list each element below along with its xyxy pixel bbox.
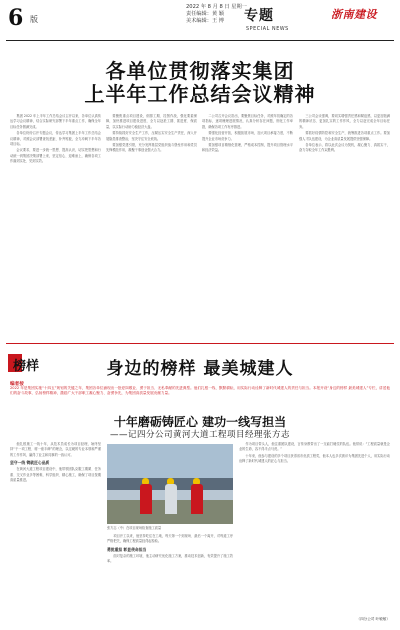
article-column-1	[10, 114, 101, 340]
paragraph: 各单位纷纷召开专题会议，传达学习集团上半年工作总结会议精神，对照会议部署查找差距、补齐短板，全力冲刺下半年各项目标。	[10, 131, 101, 147]
paragraph: 会议要求，要进一步统一思想、提高认识，切实把思想和行动统一到集团决策部署上来，坚定信心、迎难而上，确保各项工作落到实处、见到实效。	[10, 148, 101, 164]
profile-column-3	[239, 442, 390, 624]
paragraph: 要加强项目精细化管理，严格成本控制，提升项目管理水平和经济效益。	[202, 143, 293, 153]
paragraph: 他扎根施工一线十年，从技术员成长为项目经理，始终坚持“干一项工程、树一座丰碑”的理念，以过硬的专业本领和严谨的工作作风，赢得了业主和同事的一致认可。	[10, 442, 101, 457]
paragraph: 三公司会议强调，要切实增强责任感和紧迫感，以更加饱满的精神状态、更加扎实的工作作风，全力以赴完成全年目标任务。	[299, 114, 390, 129]
profile-column-2	[107, 534, 233, 624]
profile-subhead-1: 坚守一线 铸就匠心品质	[10, 460, 50, 466]
newspaper-logo: 浙南建设	[331, 8, 377, 21]
headline-line-2: 上半年工作总结会议精神	[84, 82, 316, 106]
feature-title: 身边的榜样 最美城建人	[106, 359, 294, 379]
profile-column-1	[10, 442, 101, 624]
article-column-3	[202, 114, 293, 340]
paragraph: 集团 2022 年上半年工作总结会议召开以来，各单位认真传达学习会议精神，结合实际研究部署下半年重点工作，确保全年目标任务圆满完成。	[10, 114, 101, 129]
paragraph: 要强化经营开拓，积极拓展市场，加大项目承接力度，不断提升企业市场竞争力。	[202, 131, 293, 141]
page-number: 6	[8, 5, 24, 31]
header-rule	[6, 40, 394, 41]
masthead	[0, 0, 400, 42]
paragraph: 要持续抓好安全生产工作，压紧压实安全生产责任，深入开展隐患排查整治，坚决守住安全底线。	[106, 131, 197, 141]
designer-credit: 美术编辑：王 博	[186, 18, 224, 24]
article-column-4	[299, 114, 390, 340]
editor-note-tag: 编者按	[10, 382, 24, 387]
paragraph: 面对复杂的施工环境，他主动研究优化施工方案，推动技术创新，有效提升了施工效率。	[107, 553, 233, 564]
headline-line-1: 各单位贯彻落实集团	[105, 59, 295, 83]
paragraph: 作为项目带头人，他注重团队建设，言传身教带出了一支能打硬仗的队伍。他常说：“工程质量就是企业的生命，容不得半点马虎。”	[239, 442, 390, 452]
profile-body	[10, 442, 390, 624]
article-column-2	[106, 114, 197, 340]
paragraph: 项目开工以来，他坚持吃住在工地，每天第一个到现场、最后一个离开，对每道工序严格把关，确保工程质量经得起检验。	[107, 534, 233, 544]
paragraph: 二公司召开会议指出，要聚焦目标任务，对照年初确定的各项指标，逐项梳理进展情况，认真分析存在问题，细化工作举措，确保各项工作有序推进。	[202, 114, 293, 129]
section-divider	[6, 343, 394, 344]
profile-headline: 十年磨砺铸匠心 建功一线写担当	[113, 415, 287, 429]
article-body	[10, 114, 390, 340]
page-unit: 版	[30, 15, 38, 24]
byline: （四分公司 叶敏敏）	[356, 617, 390, 621]
issue-date: 2022 年 8 月 8 日 星期一	[186, 4, 247, 10]
paragraph: 在黄河大道工程项目建设中，他带领团队克服工期紧、任务重、交叉作业多等困难，科学组织、精心施工，确保了项目按期高质量推进。	[10, 467, 101, 483]
section-name-en: SPECIAL NEWS	[246, 27, 289, 32]
paragraph: 各单位表示，将以此次会议为契机，凝心聚力、真抓实干，奋力夺取全年工作双胜利。	[299, 143, 390, 153]
paragraph: 要加强党建引领，充分发挥基层党组织战斗堡垒作用和党员先锋模范作用，凝聚干事创业强大合力。	[106, 143, 197, 153]
profile-subhead-2: 勇挑重担 彰显使命担当	[107, 546, 147, 552]
profile-subheadline: ——记四分公司黄河大道工程项目经理张方志	[109, 430, 290, 440]
project-site-photo	[107, 444, 233, 524]
editor-note	[10, 380, 390, 408]
photo-caption: 张方志（中）在项目现场检查施工质量	[107, 526, 162, 530]
paragraph: 要抓好疫情防控和安全生产，统筹推进各项重点工作。要加强人才队伍建设，为企业高质量发展提供坚强保障。	[299, 131, 390, 141]
logo-text: 榜样	[13, 359, 40, 374]
editor-note-text: 2022 年是集团实施“十四五”规划的关键之年，集团各单位涌现出一批爱岗敬业、勇于担当、无私奉献的先进典型。他们扎根一线、默默耕耘，用实际行动诠释了新时代城建人的责任与担当。本报开设“身边的榜样 最美城建人”专栏，讲述他们的奋斗故事，弘扬榜样精神，激励广大干部职工凝心聚力、奋勇争先，为集团高质量发展贡献力量。	[10, 386, 390, 396]
paragraph: 要聚焦重点项目建设，倒排工期、挂图作战，强化要素保障，加快推进项目建设进度，全力以赴抢工期、抓进度、保质量，以实际行动助力稳经济大盘。	[106, 114, 197, 129]
section-name: 专题	[244, 8, 274, 24]
paragraph: 十年来，他参与建设的多个项目获得省市优质工程奖，他本人也多次被评为集团先进个人，用实际行动诠释了新时代城建人的匠心与担当。	[239, 453, 390, 464]
editor-credit: 责任编辑：黄 颖	[186, 11, 224, 17]
